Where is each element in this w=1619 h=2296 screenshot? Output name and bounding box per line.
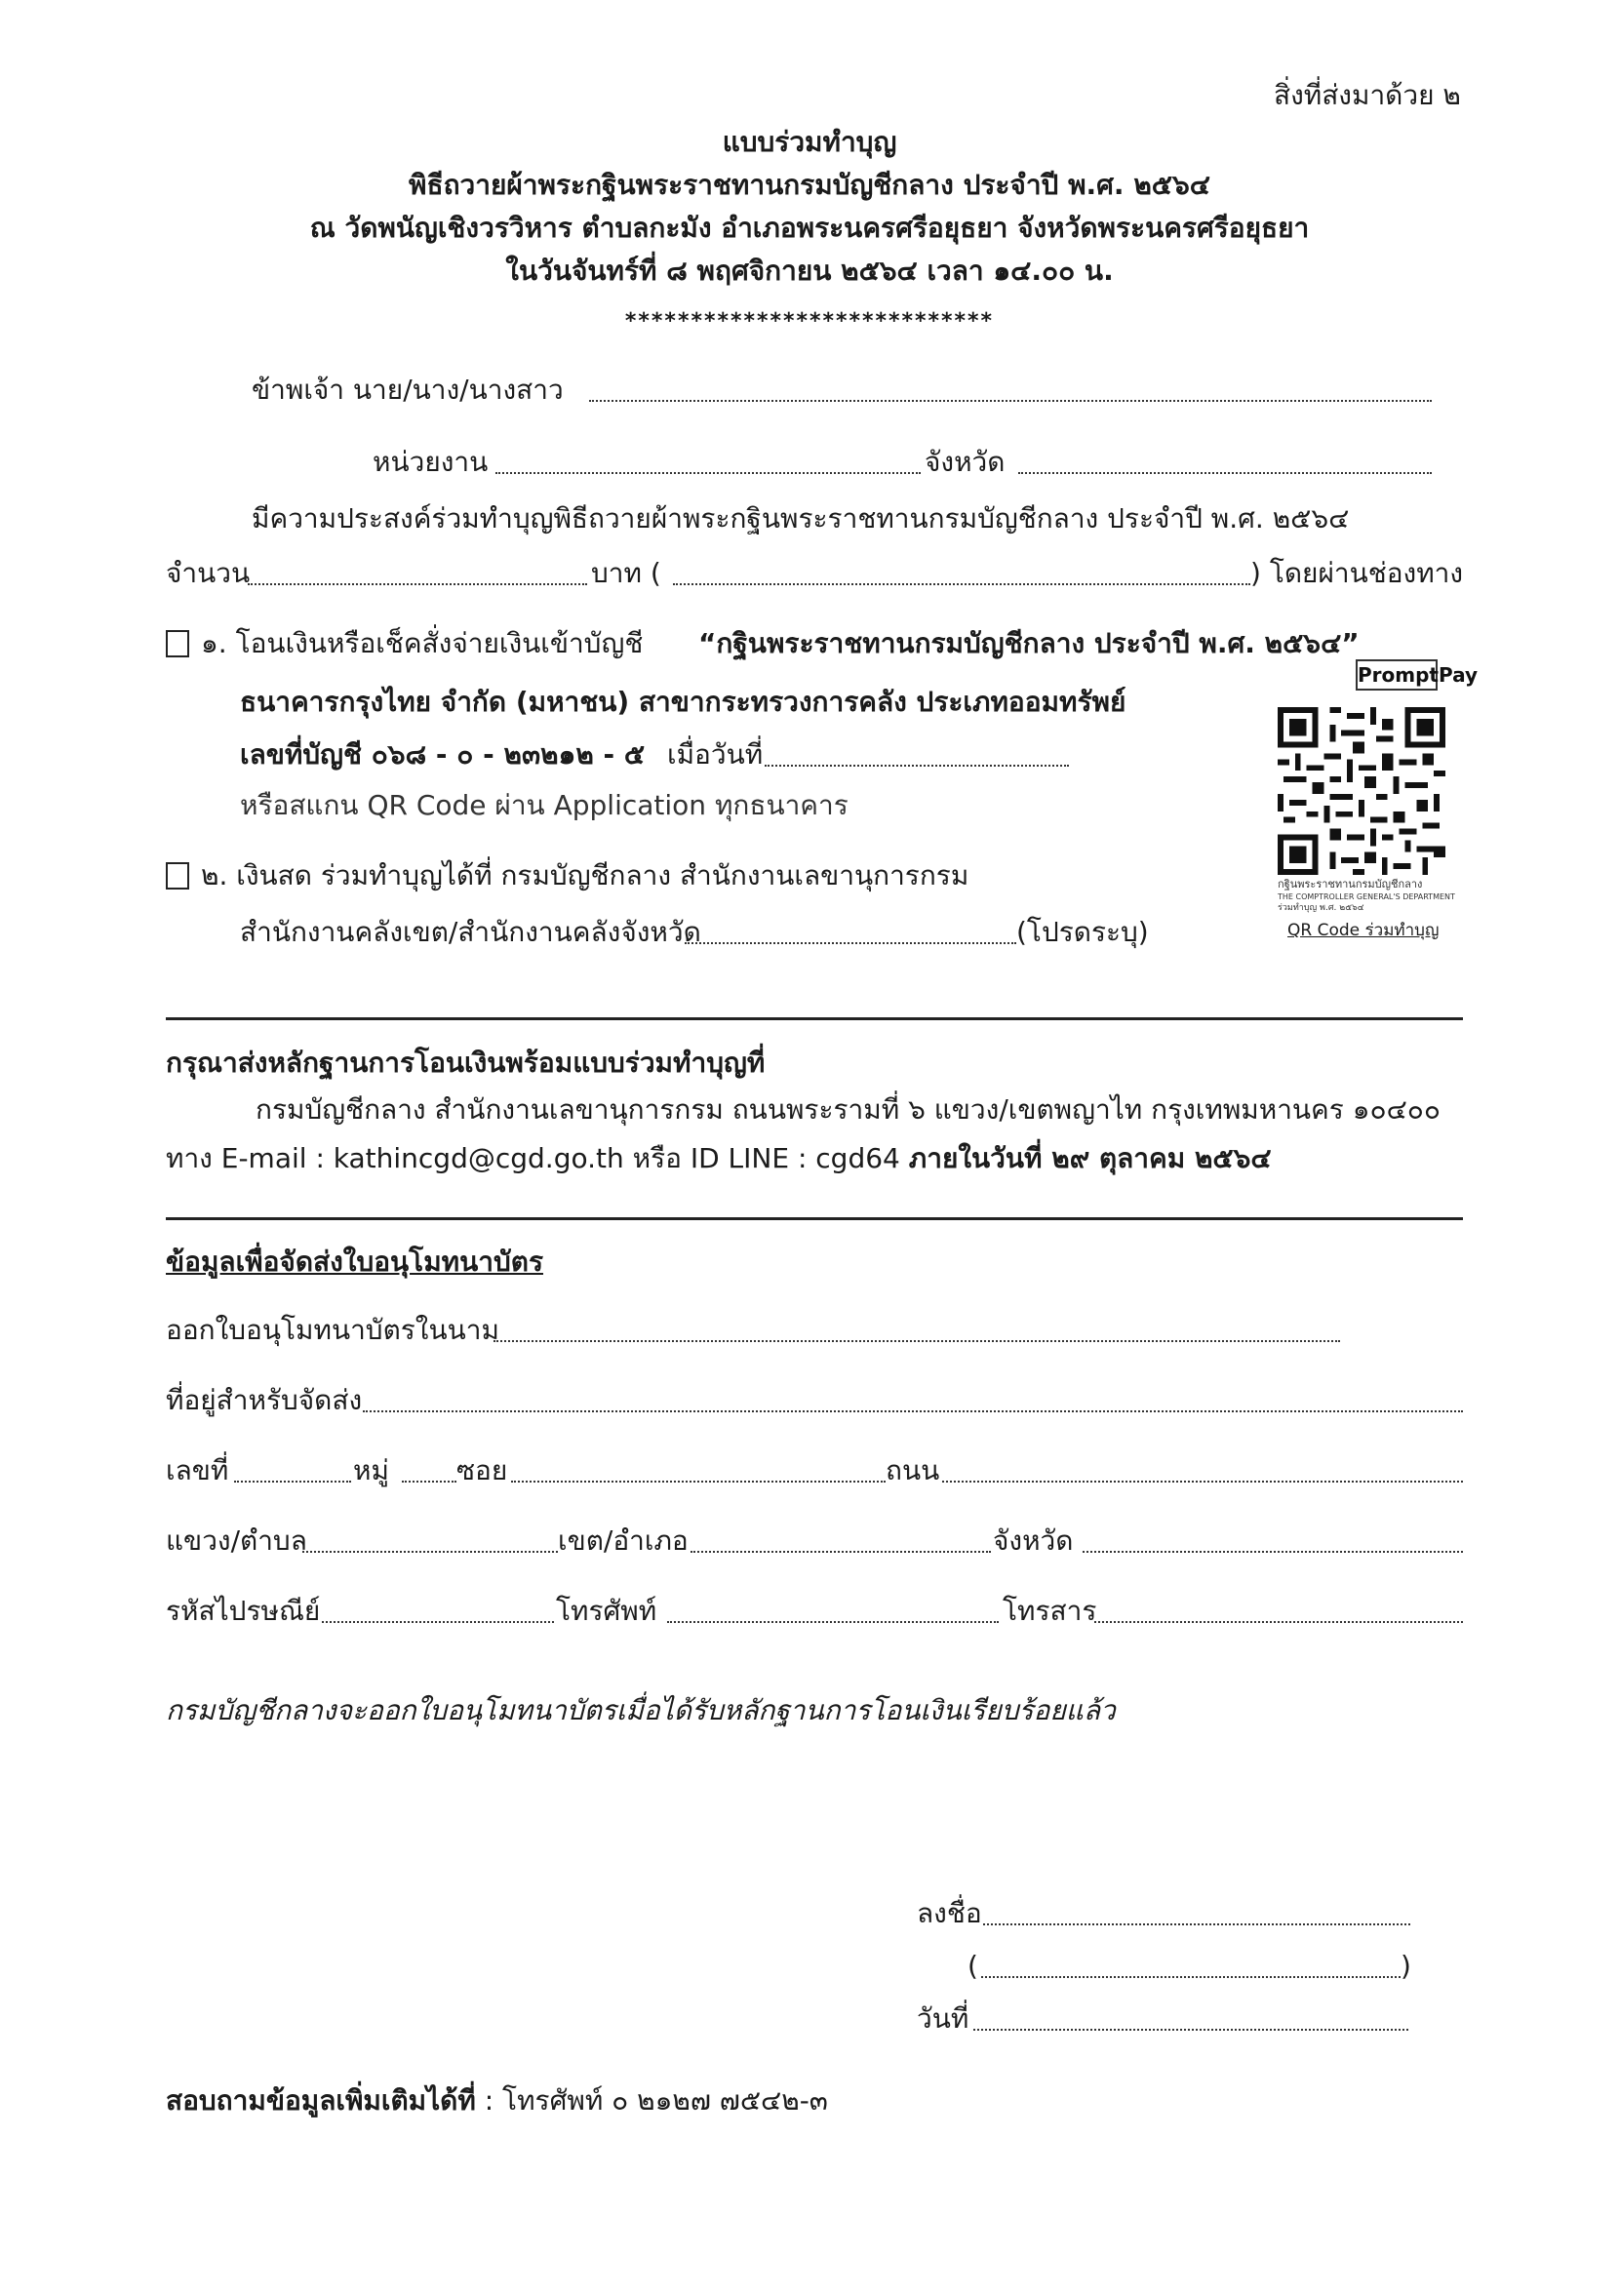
amount-words-field[interactable] bbox=[673, 583, 1250, 585]
amount-field[interactable] bbox=[248, 583, 587, 585]
qr-caption-2: THE COMPTROLLER GENERAL'S DEPARTMENT bbox=[1278, 892, 1455, 901]
footer-contact bbox=[166, 2083, 828, 2118]
road-field[interactable] bbox=[942, 1481, 1463, 1483]
transfer-date-label: เมื่อวันที่ bbox=[667, 738, 764, 771]
qr-link-label: QR Code ร่วมทำบุญ bbox=[1287, 921, 1440, 940]
subdistrict-field[interactable] bbox=[302, 1551, 558, 1553]
form-title: แบบร่วมทำบุญ bbox=[722, 126, 897, 158]
section-divider-1 bbox=[166, 1017, 1463, 1020]
issue-name-field[interactable] bbox=[494, 1340, 1340, 1342]
option-cash-lead: ๒. เงินสด ร่วมทำบุญได้ที่ กรมบัญชีกลาง สำนักงานเลขานุการกรม bbox=[201, 859, 969, 891]
house-no-label: เลขที่ bbox=[166, 1454, 229, 1486]
paren-close: ) bbox=[1401, 1950, 1411, 1982]
via-label: ) โดยผ่านช่องทาง bbox=[1250, 557, 1464, 589]
house-no-field[interactable] bbox=[234, 1481, 351, 1483]
option-cash-checkbox[interactable] bbox=[166, 862, 189, 890]
submission-deadline: ภายในวันที่ ๒๙ ตุลาคม ๒๕๖๔ bbox=[908, 1142, 1272, 1174]
sign-date-label: วันที่ bbox=[917, 2002, 969, 2035]
paren-open: ( bbox=[967, 1950, 978, 1982]
promptpay-logo: PromptPay bbox=[1356, 659, 1438, 691]
ceremony-title: พิธีถวายผ้าพระกฐินพระราชทานกรมบัญชีกลาง ประจำปี พ.ศ. ๒๕๖๔ bbox=[409, 169, 1210, 201]
name-label: ข้าพเจ้า นาย/นาง/นางสาว bbox=[252, 374, 564, 406]
soi-field[interactable] bbox=[511, 1481, 886, 1483]
baht-label: บาท ( bbox=[591, 557, 661, 589]
soi-label: ซอย bbox=[456, 1454, 508, 1486]
receipt-province-field[interactable] bbox=[1083, 1551, 1463, 1553]
option-transfer-checkbox[interactable] bbox=[166, 630, 189, 657]
ship-address-field[interactable] bbox=[363, 1410, 1463, 1412]
printed-name-field[interactable] bbox=[981, 1976, 1401, 1978]
province-field[interactable] bbox=[1018, 472, 1432, 474]
submission-address: กรมบัญชีกลาง สำนักงานเลขานุการกรม ถนนพระรามที่ ๖ แขวง/เขตพญาไท กรุงเทพมหานคร ๑๐๔๐๐ bbox=[256, 1093, 1441, 1126]
fax-label: โทรสาร bbox=[1003, 1595, 1097, 1627]
district-label: เขต/อำเภอ bbox=[558, 1524, 689, 1557]
road-label: ถนน bbox=[886, 1454, 940, 1486]
intent-text: มีความประสงค์ร่วมทำบุญพิธีถวายผ้าพระกฐินพระราชทานกรมบัญชีกลาง ประจำปี พ.ศ. ๒๕๖๔ bbox=[252, 502, 1350, 534]
stars-divider: **************************** bbox=[624, 309, 995, 334]
ceremony-date: ในวันจันทร์ที่ ๘ พฤศจิกายน ๒๕๖๔ เวลา ๑๔.๐๐ น. bbox=[505, 255, 1114, 287]
contact-info: ทาง E-mail : kathincgd@cgd.go.th หรือ ID LINE : cgd64 bbox=[166, 1142, 900, 1174]
qr-caption-1: กฐินพระราชทานกรมบัญชีกลาง bbox=[1278, 878, 1423, 891]
agency-label: หน่วยงาน bbox=[373, 446, 489, 478]
ceremony-venue: ณ วัดพนัญเชิงวรวิหาร ตำบลกะมัง อำเภอพระนครศรีอยุธยา จังหวัดพระนครศรีอยุธยา bbox=[309, 212, 1310, 244]
submission-contact bbox=[166, 1141, 1272, 1176]
moo-label: หมู่ bbox=[353, 1454, 389, 1486]
receipt-note: กรมบัญชีกลางจะออกใบอนุโมทนาบัตรเมื่อได้รับหลักฐานการโอนเงินเรียบร้อยแล้ว bbox=[166, 1694, 1116, 1726]
agency-field[interactable] bbox=[495, 472, 921, 474]
subdistrict-label: แขวง/ตำบล bbox=[166, 1524, 307, 1557]
sign-field[interactable] bbox=[983, 1923, 1410, 1925]
qr-note: หรือสแกน QR Code ผ่าน Application ทุกธนาคาร bbox=[240, 789, 849, 821]
receipt-title: ข้อมูลเพื่อจัดส่งใบอนุโมทนาบัตร bbox=[166, 1246, 543, 1278]
transfer-date-field[interactable] bbox=[765, 765, 1069, 767]
sign-date-field[interactable] bbox=[973, 2029, 1408, 2031]
postal-label: รหัสไปรษณีย์ bbox=[166, 1595, 321, 1627]
qr-caption-3: ร่วมทำบุญ พ.ศ. ๒๕๖๔ bbox=[1278, 903, 1364, 913]
option-transfer-lead: ๑. โอนเงินหรือเช็คสั่งจ่ายเงินเข้าบัญชี bbox=[201, 627, 644, 659]
specify-label: (โปรดระบุ) bbox=[1016, 916, 1149, 948]
footer-label: สอบถามข้อมูลเพิ่มเติมได้ที่ bbox=[166, 2084, 476, 2117]
submission-title: กรุณาส่งหลักฐานการโอนเงินพร้อมแบบร่วมทำบุญที่ bbox=[166, 1047, 766, 1079]
receipt-province-label: จังหวัด bbox=[993, 1524, 1074, 1557]
amount-label: จำนวน bbox=[166, 557, 251, 589]
postal-field[interactable] bbox=[322, 1621, 554, 1623]
cash-office-field[interactable] bbox=[685, 942, 1016, 944]
moo-field[interactable] bbox=[402, 1481, 456, 1483]
cash-office-label: สำนักงานคลังเขต/สำนักงานคลังจังหวัด bbox=[240, 916, 701, 948]
sign-label: ลงชื่อ bbox=[917, 1897, 982, 1929]
bank-info: ธนาคารกรุงไทย จำกัด (มหาชน) สาขากระทรวงการคลัง ประเภทออมทรัพย์ bbox=[240, 686, 1126, 718]
account-name: “กฐินพระราชทานกรมบัญชีกลาง ประจำปี พ.ศ. ๒๕๖๔” bbox=[698, 627, 1360, 659]
phone-field[interactable] bbox=[667, 1621, 999, 1623]
name-field[interactable] bbox=[589, 400, 1432, 402]
section-divider-2 bbox=[166, 1217, 1463, 1220]
district-field[interactable] bbox=[691, 1551, 991, 1553]
attachment-label: สิ่งที่ส่งมาด้วย ๒ bbox=[1274, 79, 1461, 111]
fax-field[interactable] bbox=[1094, 1621, 1463, 1623]
ship-address-label: ที่อยู่สำหรับจัดส่ง bbox=[166, 1384, 363, 1416]
issue-name-label: ออกใบอนุโมทนาบัตรในนาม bbox=[166, 1314, 499, 1346]
footer-phone: : โทรศัพท์ ๐ ๒๑๒๗ ๗๕๔๒-๓ bbox=[484, 2084, 828, 2117]
province-label: จังหวัด bbox=[925, 446, 1006, 478]
account-number: เลขที่บัญชี ๐๖๘ - ๐ - ๒๓๒๑๒ - ๕ bbox=[240, 738, 646, 771]
qr-code-icon bbox=[1278, 707, 1445, 875]
phone-label: โทรศัพท์ bbox=[556, 1595, 657, 1627]
